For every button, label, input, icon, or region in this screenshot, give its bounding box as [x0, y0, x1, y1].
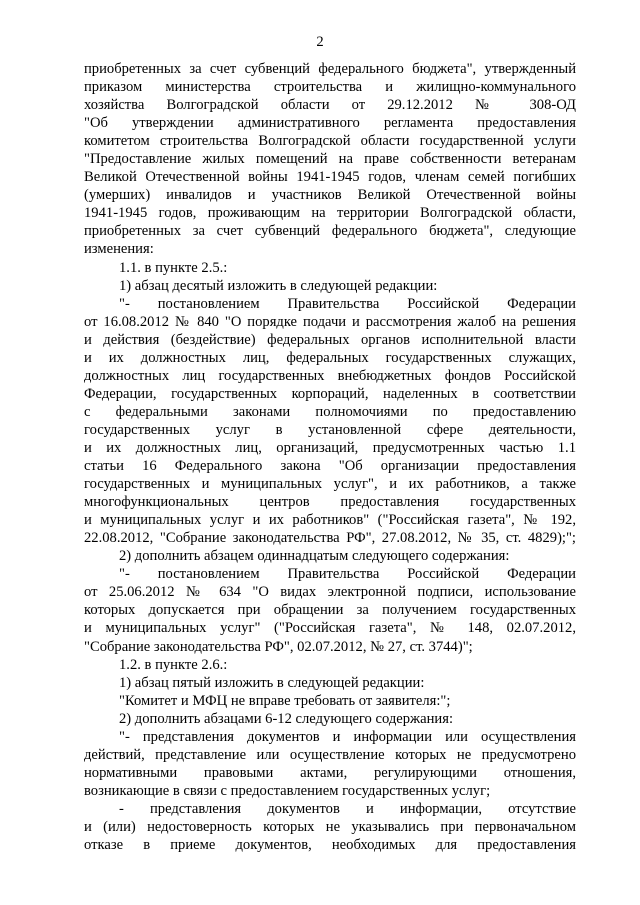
text-line: от 16.08.2012 № 840 "О порядке подачи и рассмотрения жалоб на решения: [84, 313, 576, 330]
text-line: государственных услуг в установленной сфере деятельности,: [84, 421, 576, 438]
text-line: Великой Отечественной войны 1941-1945 годов, членам семей погибших: [84, 169, 576, 186]
text-line: 2) дополнить абзацем одиннадцатым следующего содержания:: [119, 548, 510, 565]
text-line: нормативными правовыми актами, регулирующими отношения,: [84, 764, 576, 781]
text-line: с федеральными законами полномочиями по предоставлению: [84, 403, 576, 420]
text-line: статьи 16 Федерального закона "Об организации предоставления: [84, 458, 576, 475]
text-line: 1.2. в пункте 2.6.:: [119, 656, 228, 673]
text-line: от 25.06.2012 № 634 "О видах электронной подписи, использование: [84, 584, 576, 601]
text-line: 1) абзац десятый изложить в следующей редакции:: [119, 277, 438, 294]
text-line: и их должностных лиц, федеральных государственных служащих,: [84, 349, 576, 366]
text-line: приобретенных за счет субвенций федерального бюджета", следующие: [84, 223, 576, 240]
text-line: "Комитет и МФЦ не вправе требовать от заявителя:";: [119, 692, 451, 709]
text-line: действий, представление или осуществление которых не предусмотрено: [84, 746, 576, 763]
page-number: 2: [316, 34, 324, 50]
text-line: Федерации, государственных корпораций, наделенных в соответствии: [84, 385, 576, 402]
text-line: возникающие в связи с предоставлением государственных услуг;: [84, 782, 491, 799]
text-line: приобретенных за счет субвенций федерального бюджета", утвержденный: [84, 61, 576, 77]
text-line: - представления документов и информации, отсутствие: [119, 800, 576, 817]
text-line: 22.08.2012, "Собрание законодательства РФ", 27.08.2012, № 35, ст. 4829);";: [84, 530, 576, 547]
text-line: хозяйства Волгоградской области от 29.12.2012 № 308-ОД: [84, 97, 576, 114]
text-line: которых допускается при обращении за получением государственных: [84, 602, 576, 619]
text-line: приказом министерства строительства и жилищно-коммунального: [84, 79, 576, 96]
text-line: "Об утверждении административного регламента предоставления: [84, 115, 576, 132]
text-line: и муниципальных услуг и их работников" ("Российская газета", № 192,: [84, 512, 576, 529]
text-line: комитетом строительства Волгоградской области государственной услуги: [84, 133, 576, 150]
text-line: должностных лиц государственных внебюджетных фондов Российской: [84, 367, 576, 384]
text-line: государственных и муниципальных услуг", и их работников, а также: [84, 476, 576, 493]
text-line: и их должностных лиц, организаций, предусмотренных частью 1.1: [84, 439, 576, 456]
text-line: (умерших) инвалидов и участников Великой Отечественной войны: [84, 187, 576, 204]
text-line: "Собрание законодательства РФ", 02.07.2012, № 27, ст. 3744)";: [84, 638, 473, 655]
document-body: [84, 60, 576, 854]
text-line: отказе в приеме документов, необходимых для предоставления: [84, 837, 576, 854]
text-line: 2) дополнить абзацами 6-12 следующего содержания:: [119, 710, 454, 727]
text-line: 1) абзац пятый изложить в следующей редакции:: [119, 674, 425, 691]
text-line: "Предоставление жилых помещений на праве собственности ветеранам: [84, 151, 576, 168]
text-line: и муниципальных услуг" ("Российская газета", № 148, 02.07.2012,: [84, 620, 576, 637]
text-line: "- постановлением Правительства Российской Федерации: [119, 566, 576, 583]
text-line: 1941-1945 годов, проживающим на территории Волгоградской области,: [84, 205, 576, 222]
text-line: изменения:: [84, 241, 154, 258]
text-line: "- представления документов и информации или осуществления: [119, 728, 576, 745]
text-line: и (или) недостоверность которых не указывались при первоначальном: [84, 818, 576, 835]
text-line: "- постановлением Правительства Российской Федерации: [119, 295, 576, 312]
text-line: многофункциональных центров предоставления государственных: [84, 494, 576, 511]
text-line: и действия (бездействие) федеральных органов исполнительной власти: [84, 331, 576, 348]
text-line: 1.1. в пункте 2.5.:: [119, 259, 228, 276]
